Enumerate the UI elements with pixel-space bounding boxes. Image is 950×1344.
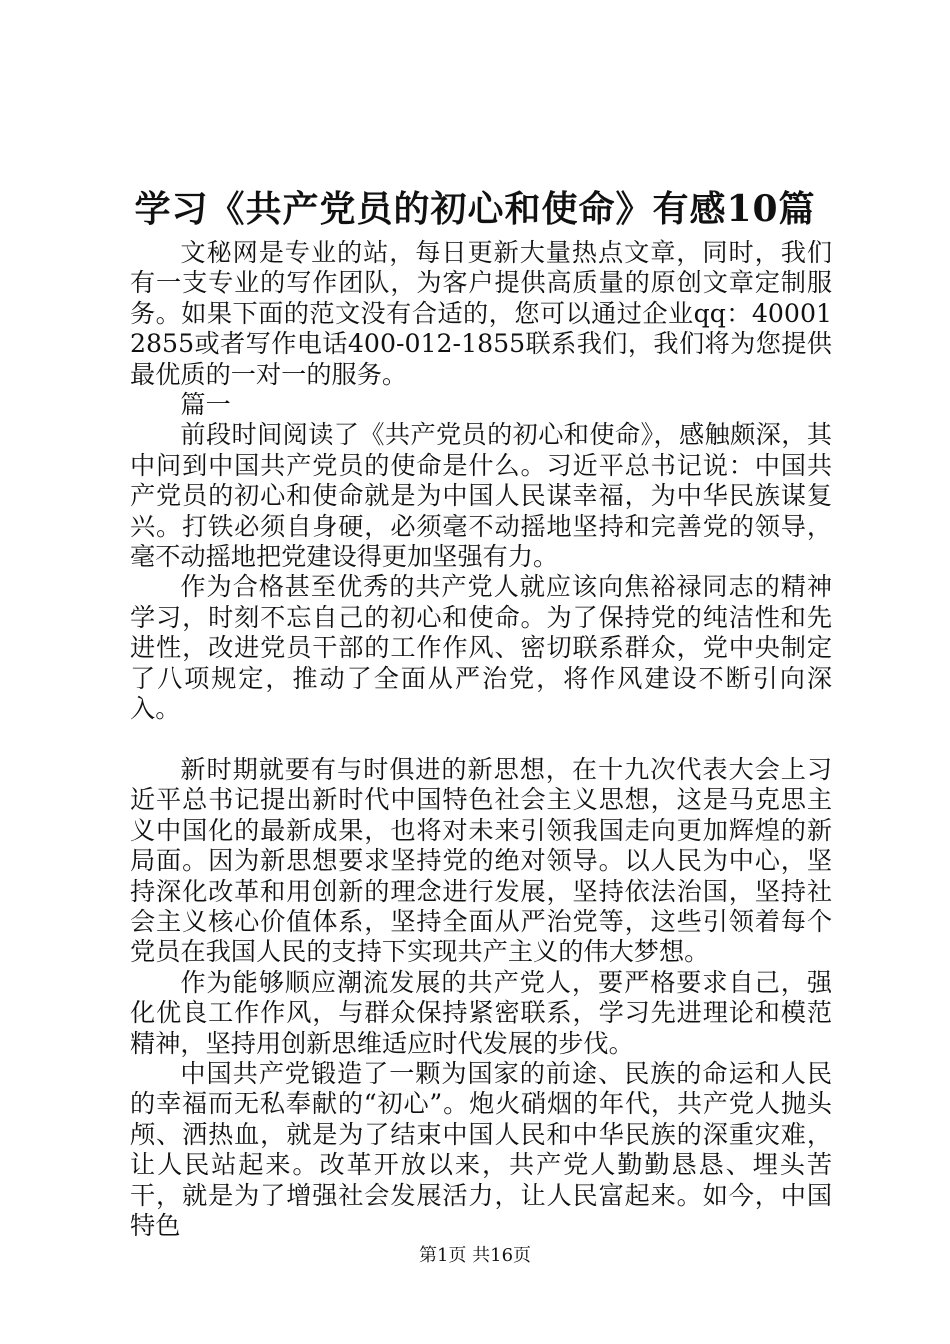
section-heading: 篇一 <box>180 390 231 420</box>
page-footer: 第1页 共16页 <box>418 1245 532 1266</box>
body-paragraph: 新时期就要有与时俱进的新思想，在十九次代表大会上习近平总书记提出新时代中国特色社会主义思想，这是马克思主义中国化的最新成果，也将对未来引领我国走向更加辉煌的新局面。因为新思想要求坚持党的绝对领导。以人民为中心，坚持深化改革和用创新的理念进行发展，坚持依法治国，坚持社会主义核心价值体系，坚持全面从严治党等，这些引领着每个党员在我国人民的支持下实现共产主义的伟大梦想。 <box>130 754 832 967</box>
intro-paragraph: 文秘网是专业的站，每日更新大量热点文章，同时，我们有一支专业的写作团队，为客户提供高质量的原创文章定制服务。如果下面的范文没有合适的，您可以通过企业qq：400012855或者写作电话400-012-1855联系我们，我们将为您提供最优质的一对一的服务。 <box>130 238 832 389</box>
body-paragraph: 中国共产党锻造了一颗为国家的前途、民族的命运和人民的幸福而无私奉献的“初心”。炮火硝烟的年代，共产党人抛头颅、洒热血，就是为了结束中国人民和中华民族的深重灾难，让人民站起来。改革开放以来，共产党人勤勤恳恳、埋头苦干，就是为了增强社会发展活力，让人民富起来。如今，中国特色 <box>130 1058 832 1240</box>
body-paragraph: 作为能够顺应潮流发展的共产党人，要严格要求自己，强化优良工作作风，与群众保持紧密联系，学习先进理论和模范精神，坚持用创新思维适应时代发展的步伐。 <box>130 967 832 1058</box>
document-title: 学习《共产党员的初心和使命》有感10篇 <box>134 188 816 230</box>
body-paragraph: 前段时间阅读了《共产党员的初心和使命》，感触颇深，其中问到中国共产党员的使命是什么。习近平总书记说：中国共产党员的初心和使命就是为中国人民谋幸福，为中华民族谋复兴。打铁必须自身硬，必须毫不动摇地坚持和完善党的领导，毫不动摇地把党建设得更加坚强有力。 <box>130 420 832 572</box>
document-body <box>130 238 832 1241</box>
body-paragraph: 作为合格甚至优秀的共产党人就应该向焦裕禄同志的精神学习，时刻不忘自己的初心和使命。为了保持党的纯洁性和先进性，改进党员干部的工作作风、密切联系群众，党中央制定了八项规定，推动了全面从严治党，将作风建设不断引向深入。 <box>130 572 832 724</box>
paragraph-gap <box>130 725 832 755</box>
